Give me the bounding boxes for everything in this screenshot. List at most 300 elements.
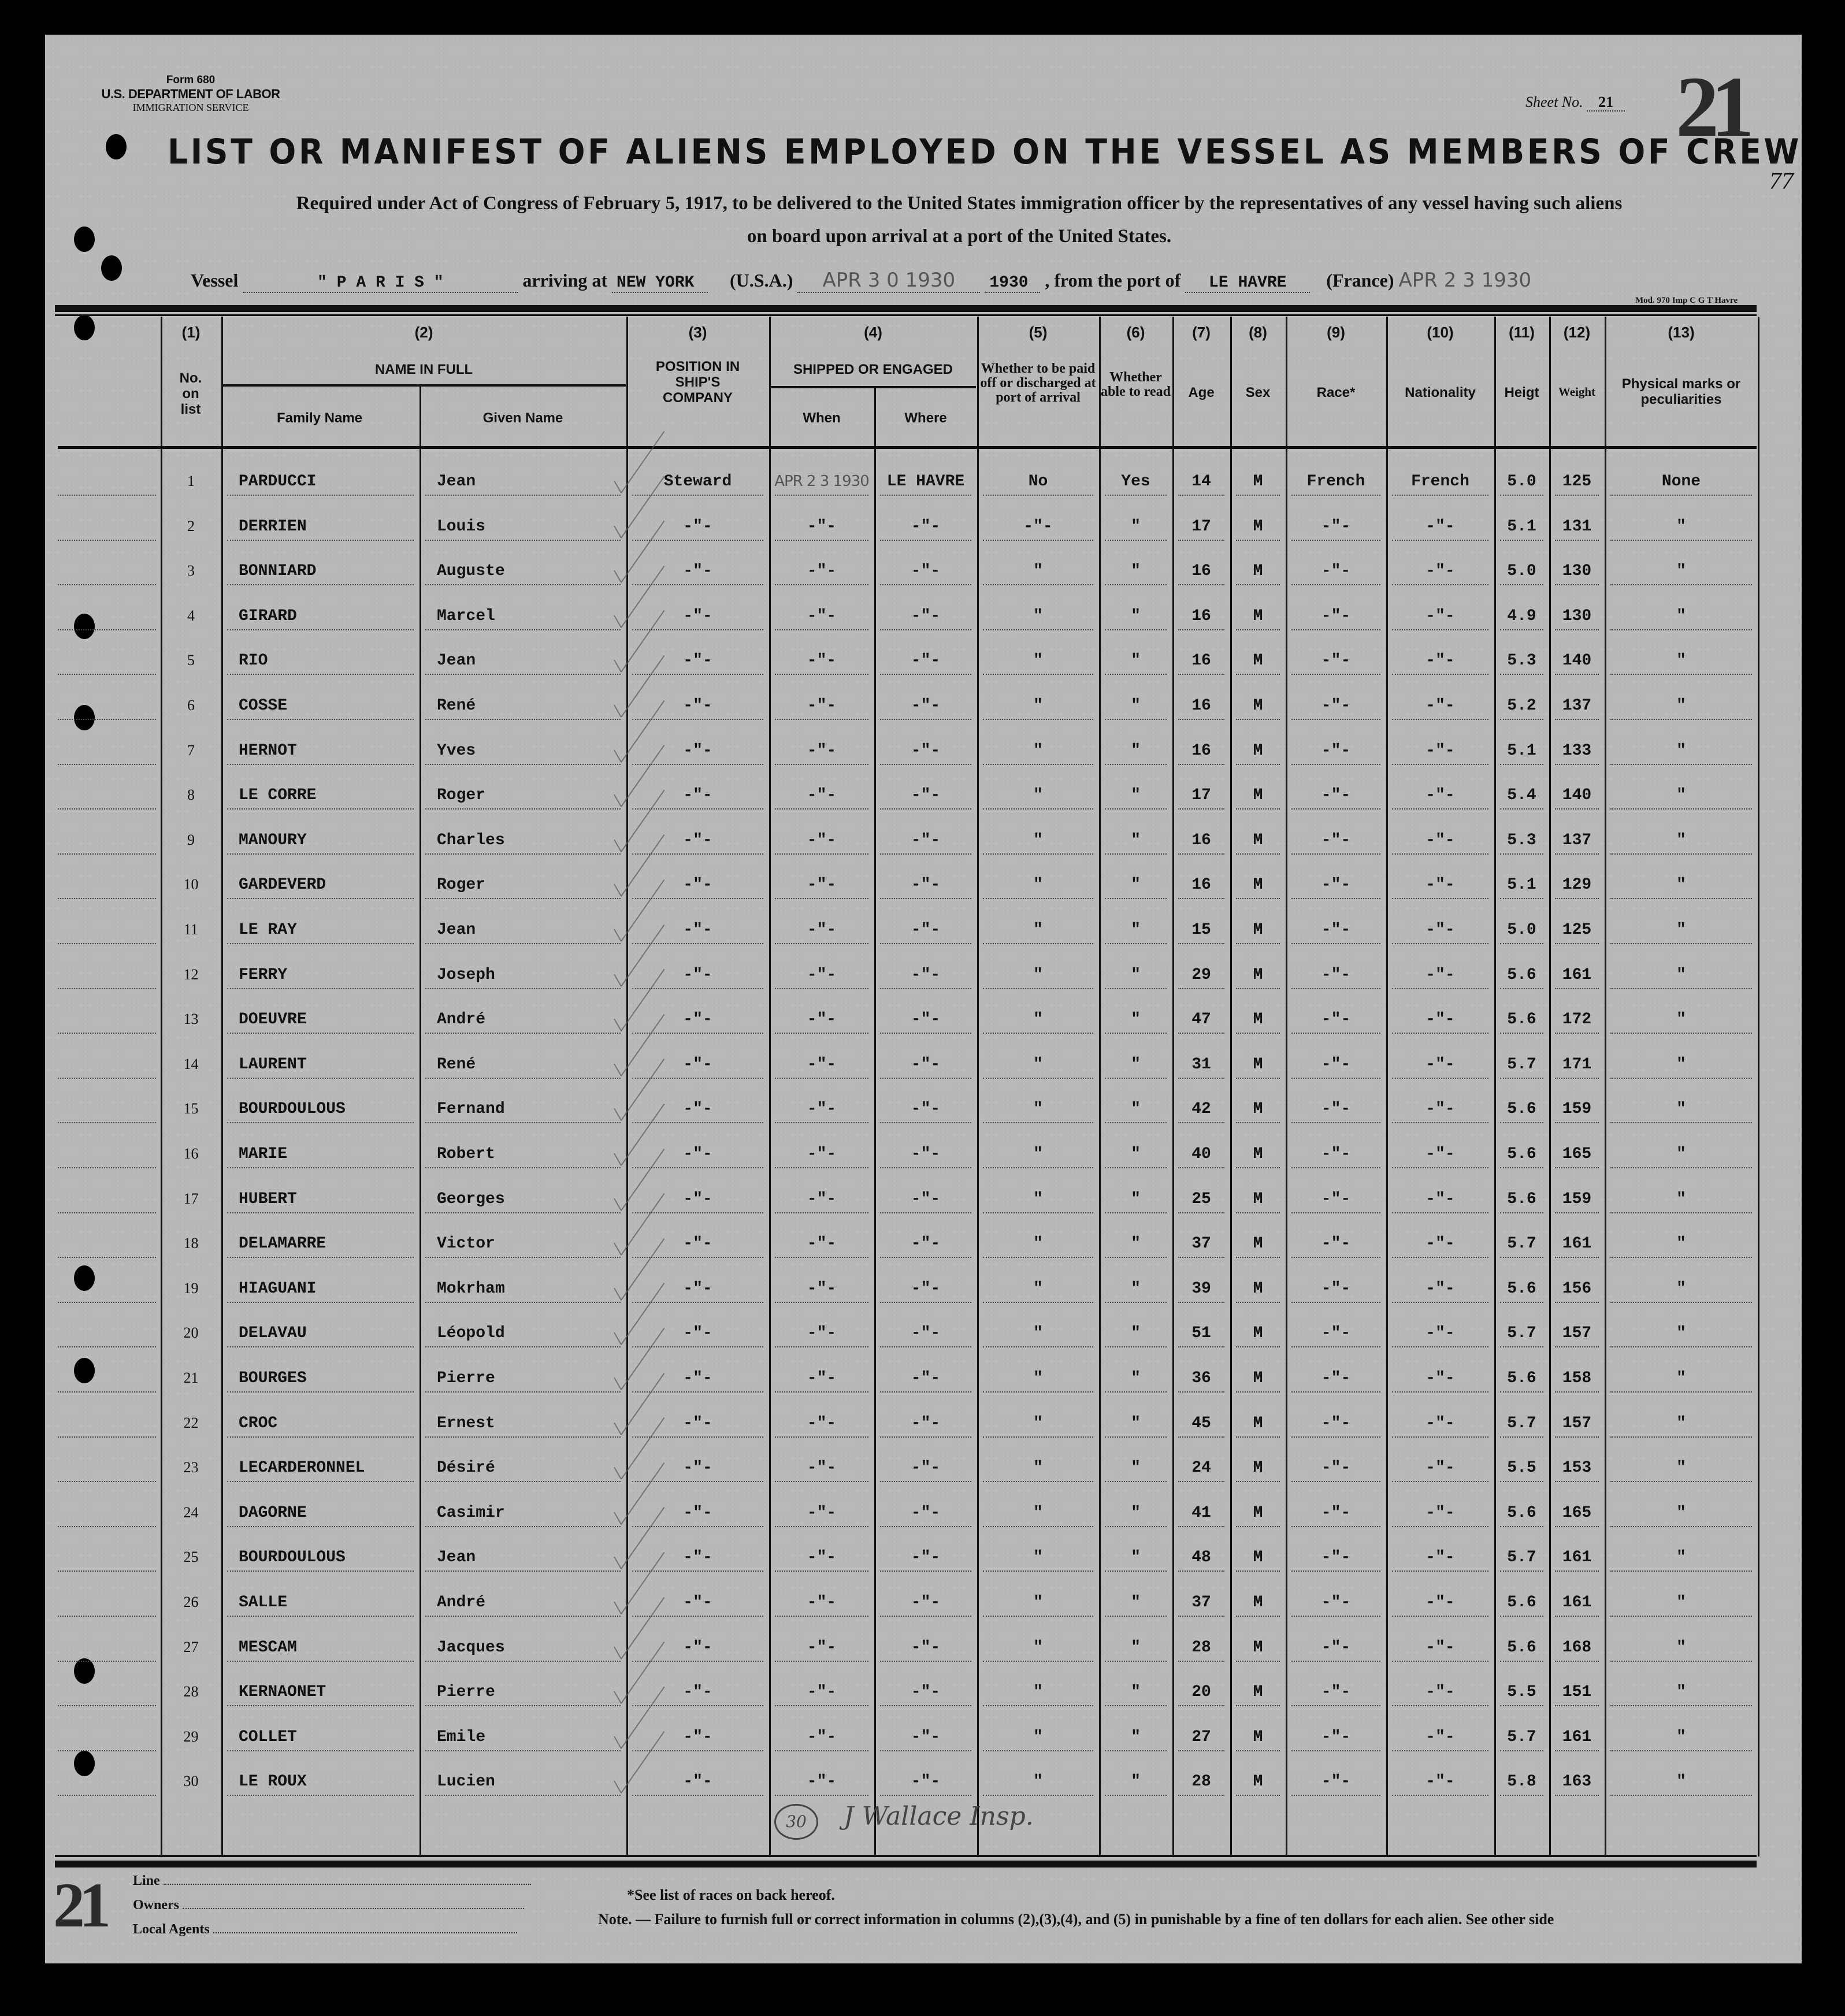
cell-position: -"-: [683, 607, 712, 625]
cell-sex: M: [1253, 1235, 1263, 1253]
cell-physical-marks: ": [1676, 697, 1686, 715]
entry-dotted-line: [227, 629, 414, 630]
column-number: (6): [1126, 324, 1145, 341]
entry-dotted-line: [1178, 584, 1224, 585]
cell-nationality: -"-: [1425, 1503, 1455, 1522]
entry-dotted-line: [983, 1661, 1093, 1662]
cell-row-number: 11: [183, 921, 199, 938]
cell-height: 5.6: [1507, 1594, 1536, 1612]
entry-dotted-line: [1178, 1750, 1224, 1751]
cell-age: 17: [1191, 517, 1211, 536]
cell-weight: 140: [1562, 786, 1592, 805]
entry-dotted-line: [1555, 1616, 1599, 1617]
cell-shipped-where: -"-: [911, 786, 941, 805]
entry-dotted-line: [632, 853, 763, 855]
entry-dotted-line: [1555, 808, 1599, 810]
entry-dotted-line: [227, 764, 414, 765]
entry-dotted-line: [1500, 1212, 1543, 1213]
column-header-sex: [1230, 324, 1286, 400]
arrival-port: NEW YORK: [612, 274, 708, 293]
cell-sex: M: [1253, 607, 1263, 625]
cell-age: 16: [1191, 741, 1211, 760]
cell-given-name: Charles: [437, 831, 505, 849]
entry-dotted-line: [1105, 1257, 1167, 1258]
entry-dotted-line: [227, 1346, 414, 1347]
entry-dotted-line: [1610, 1033, 1752, 1034]
entry-dotted-line: [983, 1795, 1093, 1796]
margin-rule: [58, 943, 156, 944]
cell-shipped-where: -"-: [911, 1235, 941, 1253]
cell-sex: M: [1253, 652, 1263, 670]
cell-height: 5.6: [1507, 966, 1536, 984]
entry-dotted-line: [425, 674, 621, 675]
entry-dotted-line: [1105, 584, 1167, 585]
cell-nationality: -"-: [1425, 1773, 1455, 1791]
cell-shipped-where: -"-: [911, 1638, 941, 1657]
form-number: Form 680: [166, 74, 216, 86]
cell-given-name: André: [437, 1011, 486, 1029]
cell-able-to-read: ": [1131, 831, 1141, 849]
entry-dotted-line: [775, 1257, 868, 1258]
cell-given-name: Ernest: [437, 1414, 495, 1432]
entry-dotted-line: [983, 1167, 1093, 1168]
entry-dotted-line: [227, 540, 414, 541]
cell-race: -"-: [1321, 1773, 1351, 1791]
margin-rule: [58, 1257, 156, 1258]
punch-hole: [106, 134, 127, 159]
cell-shipped-when: -"-: [807, 652, 837, 670]
entry-dotted-line: [227, 1661, 414, 1662]
entry-dotted-line: [983, 629, 1093, 630]
cell-position: -"-: [683, 1638, 712, 1657]
entry-dotted-line: [1236, 1257, 1280, 1258]
entry-dotted-line: [1500, 1705, 1543, 1706]
entry-dotted-line: [425, 629, 621, 630]
entry-dotted-line: [1392, 495, 1488, 496]
reference-number: 77: [1769, 168, 1794, 195]
entry-dotted-line: [880, 674, 971, 675]
entry-dotted-line: [1178, 1571, 1224, 1572]
cell-sex: M: [1253, 562, 1263, 581]
cell-height: 5.6: [1507, 1503, 1536, 1522]
cell-height: 5.0: [1507, 562, 1536, 581]
cell-family-name: COLLET: [239, 1728, 297, 1746]
cell-row-number: 27: [183, 1638, 199, 1655]
column-header-no: [161, 324, 221, 417]
entry-dotted-line: [880, 1481, 971, 1482]
cell-family-name: HERNOT: [239, 741, 297, 760]
entry-dotted-line: [227, 898, 414, 899]
agents-value[interactable]: [213, 1932, 517, 1933]
column-label: Sex: [1245, 385, 1271, 400]
entry-dotted-line: [1236, 988, 1280, 989]
cell-family-name: LE RAY: [239, 921, 297, 939]
cell-nationality: -"-: [1425, 876, 1455, 894]
entry-dotted-line: [1555, 1661, 1599, 1662]
cell-shipped-when: -"-: [807, 697, 837, 715]
cell-position: -"-: [683, 1728, 712, 1746]
entry-dotted-line: [1555, 943, 1599, 944]
cell-nationality: -"-: [1425, 1683, 1455, 1702]
entry-dotted-line: [1236, 1167, 1280, 1168]
cell-weight: 161: [1562, 1594, 1592, 1612]
entry-dotted-line: [1500, 1795, 1543, 1796]
entry-dotted-line: [983, 1571, 1093, 1572]
column-header-shipped: [769, 324, 977, 377]
entry-dotted-line: [1178, 1795, 1224, 1796]
cell-sex: M: [1253, 1414, 1263, 1432]
service-name: IMMIGRATION SERVICE: [132, 102, 249, 113]
column-header-read: [1099, 324, 1172, 399]
entry-dotted-line: [632, 1750, 763, 1751]
departure-country: (France): [1326, 270, 1394, 291]
cell-row-number: 19: [183, 1279, 199, 1297]
cell-paid-off: ": [1033, 1145, 1043, 1163]
cell-race: -"-: [1321, 1503, 1351, 1522]
margin-rule: [58, 584, 156, 585]
cell-nationality: -"-: [1425, 1369, 1455, 1387]
cell-row-number: 5: [187, 652, 195, 669]
cell-race: French: [1306, 473, 1365, 491]
department-name: U.S. DEPARTMENT OF LABOR: [101, 87, 280, 101]
entry-dotted-line: [1610, 1616, 1752, 1617]
entry-dotted-line: [1105, 1122, 1167, 1123]
entry-dotted-line: [1610, 1705, 1752, 1706]
cell-race: -"-: [1321, 1190, 1351, 1208]
column-number: (1): [181, 324, 201, 341]
entry-dotted-line: [1105, 629, 1167, 630]
column-label: POSITION IN SHIP'S COMPANY: [655, 359, 740, 406]
margin-rule: [58, 988, 156, 989]
cell-sex: M: [1253, 1773, 1263, 1791]
entry-dotted-line: [425, 853, 621, 855]
entry-dotted-line: [1392, 988, 1488, 989]
entry-dotted-line: [1178, 1436, 1224, 1438]
entry-dotted-line: [775, 495, 868, 496]
entry-dotted-line: [1392, 1616, 1488, 1617]
cell-physical-marks: ": [1676, 517, 1686, 536]
entry-dotted-line: [1555, 1526, 1599, 1527]
cell-age: 15: [1191, 921, 1211, 939]
cell-paid-off: -"-: [1023, 517, 1053, 536]
entry-dotted-line: [1178, 1661, 1224, 1662]
entry-dotted-line: [1178, 540, 1224, 541]
cell-able-to-read: ": [1131, 1459, 1141, 1477]
entry-dotted-line: [775, 1078, 868, 1079]
arriving-label: arriving at: [522, 270, 608, 291]
cell-given-name: Fernand: [437, 1100, 505, 1119]
cell-height: 5.3: [1507, 652, 1536, 670]
cell-shipped-where: -"-: [911, 1145, 941, 1163]
cell-able-to-read: ": [1131, 1279, 1141, 1298]
cell-shipped-where: -"-: [911, 517, 941, 536]
entry-dotted-line: [983, 1302, 1093, 1303]
cell-weight: 159: [1562, 1190, 1592, 1208]
cell-family-name: GIRARD: [239, 607, 297, 625]
cell-given-name: André: [437, 1594, 486, 1612]
cell-race: -"-: [1321, 1011, 1351, 1029]
cell-shipped-when: -"-: [807, 741, 837, 760]
entry-dotted-line: [1236, 1078, 1280, 1079]
cell-weight: 157: [1562, 1414, 1592, 1432]
cell-physical-marks: ": [1676, 1594, 1686, 1612]
entry-dotted-line: [1555, 1078, 1599, 1079]
cell-position: -"-: [683, 921, 712, 939]
entry-dotted-line: [775, 1122, 868, 1123]
entry-dotted-line: [1105, 808, 1167, 810]
entry-dotted-line: [880, 1212, 971, 1213]
entry-dotted-line: [1610, 719, 1752, 720]
entry-dotted-line: [1610, 1795, 1752, 1796]
entry-dotted-line: [983, 719, 1093, 720]
entry-dotted-line: [1291, 1436, 1380, 1438]
column-header-family-name: Family Name: [276, 410, 363, 426]
footer-stamp: 21: [53, 1870, 105, 1940]
cell-race: -"-: [1321, 1055, 1351, 1074]
cell-given-name: Victor: [437, 1235, 495, 1253]
margin-rule: [58, 1122, 156, 1123]
cell-row-number: 30: [183, 1773, 199, 1790]
cell-family-name: MESCAM: [239, 1638, 297, 1657]
cell-given-name: Marcel: [437, 607, 495, 625]
owners-value[interactable]: [183, 1908, 524, 1909]
cell-family-name: DAGORNE: [239, 1503, 307, 1522]
entry-dotted-line: [1291, 1122, 1380, 1123]
entry-dotted-line: [1291, 853, 1380, 855]
column-divider: [1758, 317, 1759, 1857]
column-label: Nationality: [1405, 385, 1476, 400]
cell-race: -"-: [1321, 652, 1351, 670]
entry-dotted-line: [1236, 1526, 1280, 1527]
entry-dotted-line: [880, 898, 971, 899]
entry-dotted-line: [983, 1122, 1093, 1123]
entry-dotted-line: [1555, 1346, 1599, 1347]
entry-dotted-line: [983, 943, 1093, 944]
entry-dotted-line: [1291, 764, 1380, 765]
cell-age: 36: [1191, 1369, 1211, 1387]
cell-age: 28: [1191, 1773, 1211, 1791]
column-label: Weight: [1558, 385, 1596, 399]
margin-rule: [58, 808, 156, 810]
cell-given-name: Jean: [437, 921, 476, 939]
cell-physical-marks: ": [1676, 741, 1686, 760]
cell-position: -"-: [683, 1549, 712, 1567]
entry-dotted-line: [880, 1122, 971, 1123]
cell-given-name: Pierre: [437, 1369, 495, 1387]
cell-physical-marks: ": [1676, 652, 1686, 670]
entry-dotted-line: [1555, 1033, 1599, 1034]
cell-age: 16: [1191, 562, 1211, 581]
entry-dotted-line: [1392, 808, 1488, 810]
entry-dotted-line: [1178, 495, 1224, 496]
entry-dotted-line: [775, 584, 868, 585]
cell-paid-off: ": [1033, 1055, 1043, 1074]
entry-dotted-line: [1555, 674, 1599, 675]
column-label: Heigt: [1504, 385, 1539, 400]
cell-nationality: -"-: [1425, 697, 1455, 715]
entry-dotted-line: [1392, 1526, 1488, 1527]
entry-dotted-line: [1392, 584, 1488, 585]
cell-able-to-read: ": [1131, 1100, 1141, 1119]
cell-height: 5.0: [1507, 921, 1536, 939]
entry-dotted-line: [983, 1391, 1093, 1393]
cell-family-name: BOURDOULOUS: [239, 1100, 346, 1119]
entry-dotted-line: [983, 898, 1093, 899]
cell-able-to-read: ": [1131, 1773, 1141, 1791]
entry-dotted-line: [1500, 1302, 1543, 1303]
entry-dotted-line: [227, 1526, 414, 1527]
vessel-label: Vessel: [191, 270, 239, 291]
entry-dotted-line: [1610, 943, 1752, 944]
column-header-age: [1172, 324, 1230, 400]
cell-sex: M: [1253, 741, 1263, 760]
entry-dotted-line: [1178, 719, 1224, 720]
entry-dotted-line: [1178, 764, 1224, 765]
entry-dotted-line: [1105, 1346, 1167, 1347]
cell-nationality: -"-: [1425, 921, 1455, 939]
cell-nationality: -"-: [1425, 1235, 1455, 1253]
cell-weight: 131: [1562, 517, 1592, 536]
cell-sex: M: [1253, 921, 1263, 939]
cell-shipped-when: -"-: [807, 1414, 837, 1432]
cell-paid-off: ": [1033, 1279, 1043, 1298]
margin-rule: [58, 1616, 156, 1617]
entry-dotted-line: [1610, 674, 1752, 675]
cell-age: 40: [1191, 1145, 1211, 1163]
entry-dotted-line: [227, 1302, 414, 1303]
cell-physical-marks: ": [1676, 607, 1686, 625]
cell-height: 5.7: [1507, 1324, 1536, 1343]
cell-paid-off: ": [1033, 697, 1043, 715]
entry-dotted-line: [425, 1167, 621, 1168]
cell-shipped-where: -"-: [911, 741, 941, 760]
cell-height: 5.7: [1507, 1549, 1536, 1567]
cell-weight: 161: [1562, 1235, 1592, 1253]
cell-paid-off: ": [1033, 1728, 1043, 1746]
cell-able-to-read: Yes: [1121, 473, 1150, 491]
cell-row-number: 6: [187, 697, 195, 714]
cell-family-name: DOEUVRE: [239, 1011, 307, 1029]
cell-sex: M: [1253, 831, 1263, 849]
entry-dotted-line: [1178, 1257, 1224, 1258]
cell-weight: 157: [1562, 1324, 1592, 1343]
entry-dotted-line: [1555, 1705, 1599, 1706]
entry-dotted-line: [1500, 719, 1543, 720]
column-label: Whether able to read: [1101, 370, 1171, 399]
entry-dotted-line: [1555, 1212, 1599, 1213]
cell-shipped-when: -"-: [807, 1549, 837, 1567]
entry-dotted-line: [1236, 764, 1280, 765]
cell-physical-marks: ": [1676, 1773, 1686, 1791]
entry-dotted-line: [1178, 1167, 1224, 1168]
cell-given-name: Jacques: [437, 1638, 505, 1657]
entry-dotted-line: [1392, 1571, 1488, 1572]
line-value[interactable]: [164, 1884, 531, 1885]
entry-dotted-line: [880, 1346, 971, 1347]
entry-dotted-line: [1610, 629, 1752, 630]
entry-dotted-line: [1236, 1661, 1280, 1662]
cell-given-name: Lucien: [437, 1773, 495, 1791]
cell-race: -"-: [1321, 1235, 1351, 1253]
entry-dotted-line: [983, 1481, 1093, 1482]
cell-able-to-read: ": [1131, 1638, 1141, 1657]
arrival-year: 1930: [985, 274, 1040, 293]
cell-shipped-when: -"-: [807, 1145, 837, 1163]
cell-position: -"-: [683, 786, 712, 805]
cell-sex: M: [1253, 876, 1263, 894]
cell-position: -"-: [683, 1011, 712, 1029]
cell-shipped-where: -"-: [911, 607, 941, 625]
cell-given-name: Jean: [437, 473, 476, 491]
column-divider: [221, 317, 223, 1857]
entry-dotted-line: [1610, 1526, 1752, 1527]
cell-shipped-where: -"-: [911, 966, 941, 984]
cell-family-name: LE ROUX: [239, 1773, 307, 1791]
entry-dotted-line: [1178, 898, 1224, 899]
entry-dotted-line: [983, 808, 1093, 810]
cell-row-number: 9: [187, 831, 195, 848]
entry-dotted-line: [1555, 495, 1599, 496]
cell-given-name: Jean: [437, 1549, 476, 1567]
entry-dotted-line: [1291, 808, 1380, 810]
cell-paid-off: ": [1033, 831, 1043, 849]
cell-race: -"-: [1321, 1324, 1351, 1343]
cell-position: Steward: [663, 473, 732, 491]
cell-position: -"-: [683, 1459, 712, 1477]
entry-dotted-line: [880, 1750, 971, 1751]
entry-dotted-line: [1105, 853, 1167, 855]
cell-family-name: DERRIEN: [239, 517, 307, 536]
cell-physical-marks: ": [1676, 1235, 1686, 1253]
entry-dotted-line: [775, 719, 868, 720]
column-divider: [1494, 317, 1496, 1857]
cell-age: 16: [1191, 607, 1211, 625]
entry-dotted-line: [1105, 1571, 1167, 1572]
cell-paid-off: ": [1033, 1414, 1043, 1432]
cell-height: 5.3: [1507, 831, 1536, 849]
entry-dotted-line: [1178, 988, 1224, 989]
cell-position: -"-: [683, 1145, 712, 1163]
entry-dotted-line: [775, 1795, 868, 1796]
punch-hole: [74, 1358, 95, 1383]
entry-dotted-line: [1291, 988, 1380, 989]
entry-dotted-line: [1236, 1750, 1280, 1751]
entry-dotted-line: [880, 1436, 971, 1438]
cell-age: 27: [1191, 1728, 1211, 1746]
cell-row-number: 12: [183, 966, 199, 983]
cell-family-name: DELAMARRE: [239, 1235, 326, 1253]
entry-dotted-line: [1392, 898, 1488, 899]
cell-able-to-read: ": [1131, 786, 1141, 805]
entry-dotted-line: [227, 853, 414, 855]
cell-sex: M: [1253, 1459, 1263, 1477]
cell-row-number: 7: [187, 741, 195, 759]
entry-dotted-line: [425, 1346, 621, 1347]
cell-race: -"-: [1321, 831, 1351, 849]
entry-dotted-line: [1236, 1705, 1280, 1706]
column-header-when: When: [803, 410, 841, 426]
entry-dotted-line: [775, 1481, 868, 1482]
entry-dotted-line: [1392, 1122, 1488, 1123]
entry-dotted-line: [1105, 1167, 1167, 1168]
entry-dotted-line: [880, 584, 971, 585]
cell-race: -"-: [1321, 1459, 1351, 1477]
entry-dotted-line: [1291, 629, 1380, 630]
cell-weight: 163: [1562, 1773, 1592, 1791]
entry-dotted-line: [1500, 1436, 1543, 1438]
cell-family-name: CROC: [239, 1414, 278, 1432]
cell-able-to-read: ": [1131, 652, 1141, 670]
